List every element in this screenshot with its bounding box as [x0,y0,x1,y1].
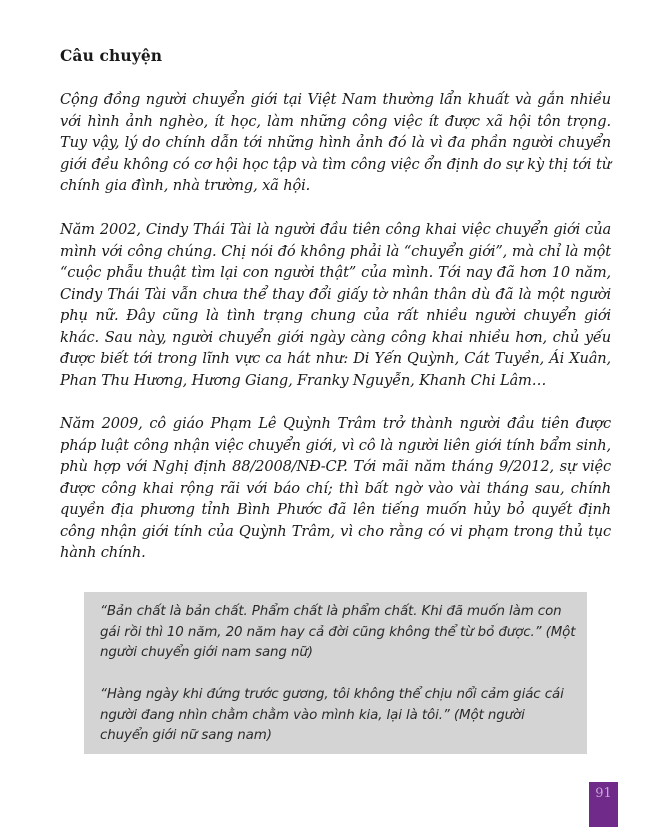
page-number-tab [589,782,618,827]
quote-box [84,592,587,754]
quote-2: “Hàng ngày khi đứng trước gương, tôi không thể chịu nổi cảm giác cái người đang nhìn chằm chằm vào mình kia, lại là tôi.” (Một người chuyển giới nữ sang nam) [100,687,564,744]
paragraph-1: Cộng đồng người chuyển giới tại Việt Nam thường lẩn khuất và gắn nhiều với hình ảnh nghèo, ít học, làm những công việc ít được xã hội tôn trọng. Tuy vậy, lý do chính dẫn tới những hình ảnh đó là vì đa phần người chuyển giới đều không có cơ hội học tập và tìm công việc ổn định do sự kỳ thị tới từ chính gia đình, nhà trường, xã hội. [60,91,611,194]
quote-1: “Bản chất là bản chất. Phẩm chất là phẩm chất. Khi đã muốn làm con gái rồi thì 10 năm, 20 năm hay cả đời cũng không thể từ bỏ được.” (Một người chuyển giới nam sang nữ) [100,604,576,661]
page-number: 91 [595,786,612,801]
paragraph-2: Năm 2002, Cindy Thái Tài là người đầu tiên công khai việc chuyển giới của mình với công chúng. Chị nói đó không phải là “chuyển giới”, mà chỉ là một “cuộc phẫu thuật tìm lại con người thật” của mình. Tới nay đã hơn 10 năm, Cindy Thái Tài vẫn chưa thể thay đổi giấy tờ nhân thân dù đã là một người phụ nữ. Đây cũng là tình trạng chung của rất nhiều người chuyển giới khác. Sau này, người chuyển giới ngày càng công khai nhiều hơn, chủ yếu được biết tới trong lĩnh vực ca hát như: Di Yến Quỳnh, Cát Tuyền, Ái Xuân, Phan Thu Hương, Hương Giang, Franky Nguyễn, Khanh Chi Lâm… [60,221,611,389]
section-heading: Câu chuyện [60,46,163,65]
paragraph-3: Năm 2009, cô giáo Phạm Lê Quỳnh Trâm trở thành người đầu tiên được pháp luật công nhận việc chuyển giới, vì cô là người liên giới tính bẩm sinh, phù hợp với Nghị định 88/2008/NĐ-CP. Tới mãi năm tháng 9/2012, sự việc được công khai rộng rãi với báo chí; thì bất ngờ vào vài tháng sau, chính quyền địa phương tỉnh Bình Phước đã lên tiếng muốn hủy bỏ quyết định công nhận giới tính của Quỳnh Trâm, vì cho rằng có vi phạm trong thủ tục hành chính. [60,415,611,561]
